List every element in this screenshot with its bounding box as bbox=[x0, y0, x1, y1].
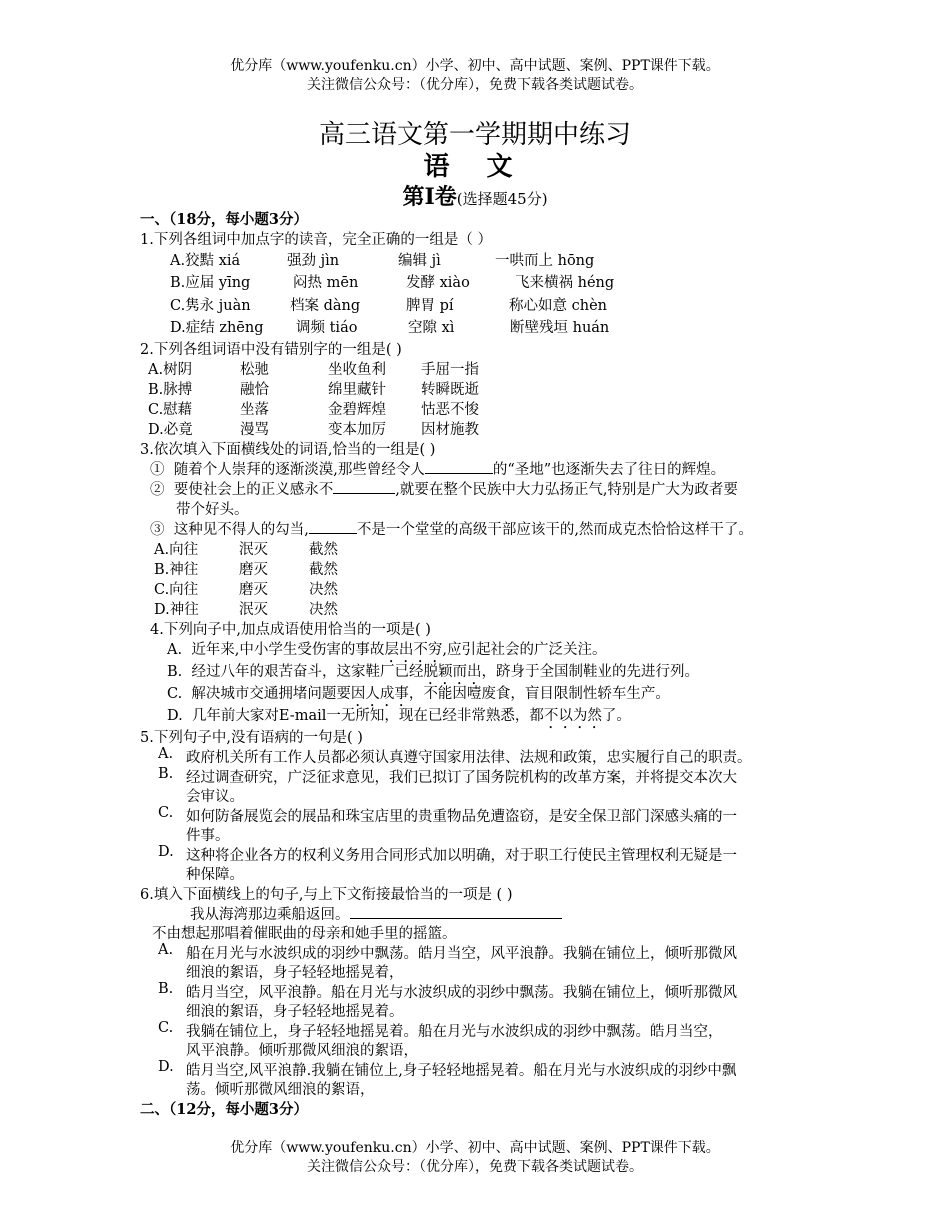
q1-b-1: B.应届 yīng bbox=[170, 275, 251, 291]
q3-a-3: 截然 bbox=[309, 542, 338, 558]
q1-d-4: 断壁残垣 huán bbox=[510, 320, 610, 336]
q2-a-3: 坐收鱼利 bbox=[328, 362, 386, 378]
q6-c-line2: 风平浪静。倾听那微风细浪的絮语， bbox=[186, 1043, 418, 1059]
q3-a-2: 泯灭 bbox=[239, 542, 268, 558]
volume-note: (选择题45分) bbox=[456, 190, 548, 208]
q6-a-label: A. bbox=[158, 942, 174, 958]
q5-stem: 5.下列句子中,没有语病的一句是( ) bbox=[140, 730, 363, 746]
q3-b-3: 截然 bbox=[309, 562, 338, 578]
q2-b-1: B.脉搏 bbox=[148, 382, 193, 398]
q5-a-label: A. bbox=[158, 746, 174, 762]
q2-b-4: 转瞬既逝 bbox=[421, 382, 479, 398]
q6-b-line2: 细浪的絮语，身子轻轻地摇晃着。 bbox=[186, 1004, 404, 1020]
q2-a-2: 松驰 bbox=[240, 362, 269, 378]
q1-b-4: 飞来横祸 héng bbox=[515, 275, 615, 291]
q5-b-line1: 经过调查研究，广泛征求意见，我们已拟订了国务院机构的改革方案，并将提交本次大 bbox=[186, 770, 737, 786]
q1-c-3: 脾胃 pí bbox=[406, 298, 454, 314]
q2-d-3: 变本加厉 bbox=[328, 422, 386, 438]
q3-d-1: D.神往 bbox=[154, 602, 199, 618]
q4-b-idiom: 脱颖而出 bbox=[423, 664, 482, 680]
q5-c-label: C. bbox=[158, 805, 174, 821]
q1-c-2: 档案 dàng bbox=[290, 298, 361, 314]
q5-d-line2: 种保障。 bbox=[186, 867, 244, 883]
q3-s3-text-b: 不是一个堂堂的高级干部应该干的,然而成克杰恰恰这样干了。 bbox=[356, 522, 753, 538]
q3-d-2: 泯灭 bbox=[239, 602, 268, 618]
q1-d-3: 空隙 xì bbox=[408, 320, 455, 336]
q6-blank bbox=[350, 904, 562, 919]
q5-d-line1: 这种将企业各方的权利义务用合同形式加以明确，对于职工行使民主管理权利无疑是一 bbox=[186, 848, 737, 864]
q6-b-line1: 皓月当空，风平浪静。船在月光与水波织成的羽纱中飘荡。我躺在铺位上，倾听那微风 bbox=[186, 985, 737, 1001]
exam-title: 高三语文第一学期期中练习 bbox=[318, 120, 631, 150]
q1-d-2: 调频 tiáo bbox=[296, 320, 358, 336]
section-two-heading: 二、（12分，每小题3分） bbox=[140, 1101, 309, 1118]
q4-c-idiom: 因人成事 bbox=[350, 686, 409, 702]
q6-d-line2: 荡。倾听那微风细浪的絮语， bbox=[186, 1082, 375, 1098]
q4-a-label: A. bbox=[167, 642, 183, 658]
q1-c-1: C.隽永 juàn bbox=[170, 298, 251, 314]
q3-s2-text-a: 要使社会上的正义感永不 bbox=[173, 482, 334, 498]
volume-label: 第Ⅰ卷 bbox=[402, 184, 457, 210]
q6-c-line1: 我躺在铺位上，身子轻轻地摇晃着。船在月光与水波织成的羽纱中飘荡。皓月当空， bbox=[186, 1024, 723, 1040]
q6-context-1 bbox=[190, 903, 562, 924]
q4-c-label: C. bbox=[167, 686, 183, 702]
q4-b-label: B. bbox=[167, 664, 183, 680]
q1-a-1: A.狡黠 xiá bbox=[170, 253, 241, 269]
q2-a-4: 手屈一指 bbox=[421, 362, 479, 378]
q3-s2-text-b: ,就要在整个民族中大力弘扬正气,特别是广大为政者要 bbox=[395, 482, 738, 498]
q3-s2-number: ② bbox=[150, 482, 165, 498]
q3-s3-text-a: 这种见不得人的勾当, bbox=[173, 522, 309, 538]
q3-sentence-2 bbox=[150, 478, 738, 499]
q4-d-idiom: 不以为然 bbox=[543, 708, 602, 724]
q1-d-1: D.症结 zhēng bbox=[170, 320, 264, 336]
q3-c-1: C.向往 bbox=[154, 582, 199, 598]
q2-c-4: 怙恶不悛 bbox=[421, 402, 479, 418]
q4-c-post: ，不能因噎废食，盲目限制性轿车生产。 bbox=[408, 686, 670, 702]
q3-stem: 3.依次填入下面横线处的词语,恰当的一组是( ) bbox=[140, 442, 436, 458]
header-line-1: 优分库（www.youfenku.cn）小学、初中、高中试题、案例、PPT课件下载。 bbox=[230, 58, 720, 74]
q3-s1-blank bbox=[425, 459, 493, 474]
q5-b-line2: 会审议。 bbox=[186, 789, 244, 805]
header-line-2: 关注微信公众号：（优分库），免费下载各类试题试卷。 bbox=[307, 77, 643, 93]
q4-b-post: ，跻身于全国制鞋业的先进行列。 bbox=[481, 664, 699, 680]
q3-s3-blank bbox=[309, 519, 357, 534]
q3-sentence-2-cont: 带个好头。 bbox=[176, 502, 249, 518]
q2-d-4: 因材施教 bbox=[421, 422, 479, 438]
q2-stem: 2.下列各组词语中没有错别字的一组是( ) bbox=[140, 342, 402, 358]
q2-b-3: 绵里藏针 bbox=[328, 382, 386, 398]
q3-s1-text-b: 的“圣地”也逐渐失去了往日的辉煌。 bbox=[492, 462, 726, 478]
q5-a-line1: 政府机关所有工作人员都必须认真遵守国家用法律、法规和政策，忠实履行自己的职责。 bbox=[186, 750, 752, 766]
q6-a-line2: 细浪的絮语，身子轻轻地摇晃着， bbox=[186, 965, 404, 981]
q4-c-pre: 解决城市交通拥堵问题要 bbox=[191, 686, 351, 702]
q1-stem: 1.下列各组词中加点字的读音，完全正确的一组是（ ） bbox=[140, 232, 492, 248]
q2-c-2: 坐落 bbox=[240, 402, 269, 418]
q1-a-2: 强劲 jìn bbox=[287, 253, 340, 269]
q6-context-2: 不由想起那唱着催眠曲的母亲和她手里的摇篮。 bbox=[152, 926, 457, 942]
q2-a-1: A.树阴 bbox=[148, 362, 193, 378]
q3-d-3: 决然 bbox=[309, 602, 338, 618]
volume-title bbox=[0, 180, 950, 211]
q6-c-label: C. bbox=[158, 1020, 174, 1036]
q2-c-1: C.慰藉 bbox=[148, 402, 193, 418]
q4-b-pre: 经过八年的艰苦奋斗，这家鞋厂已经 bbox=[191, 664, 424, 680]
q2-d-2: 漫骂 bbox=[240, 422, 269, 438]
q5-b-label: B. bbox=[158, 766, 174, 782]
q1-a-4: 一哄而上 hōng bbox=[495, 253, 595, 269]
q5-d-label: D. bbox=[158, 844, 174, 860]
q1-b-3: 发酵 xiào bbox=[406, 275, 470, 291]
q3-s2-blank bbox=[333, 479, 395, 494]
q4-d-pre: 几年前大家对E-mail一无所知，现在已经非常熟悉，都 bbox=[191, 708, 544, 724]
q4-a-pre: 近年来,中小学生受伤害的事故 bbox=[191, 642, 385, 658]
q6-context-1-text: 我从海湾那边乘船返回。 bbox=[190, 907, 350, 923]
q4-a-idiom: 层出不穷 bbox=[384, 642, 443, 658]
q3-a-1: A.向往 bbox=[154, 542, 199, 558]
q3-sentence-1 bbox=[150, 458, 725, 479]
section-one-heading: 一、（18分，每小题3分） bbox=[140, 211, 309, 228]
q6-a-line1: 船在月光与水波织成的羽纱中飘荡。皓月当空，风平浪静。我躺在铺位上，倾听那微风 bbox=[186, 946, 737, 962]
q2-d-1: D.必竟 bbox=[148, 422, 193, 438]
q5-c-line1: 如何防备展览会的展品和珠宝店里的贵重物品免遭盗窃，是安全保卫部门深感头痛的一 bbox=[186, 809, 737, 825]
q1-b-2: 闷热 mēn bbox=[293, 275, 359, 291]
q3-b-1: B.神往 bbox=[154, 562, 199, 578]
q1-c-4: 称心如意 chèn bbox=[509, 298, 607, 314]
q6-stem: 6.填入下面横线上的句子,与上下文衔接最恰当的一项是 ( ) bbox=[140, 887, 513, 903]
q6-d-line1: 皓月当空,风平浪静.我躺在铺位上,身子轻轻地摇晃着。船在月光与水波织成的羽纱中飘 bbox=[186, 1063, 737, 1079]
q4-d-label: D. bbox=[167, 708, 183, 724]
q3-s1-text-a: 随着个人崇拜的逐渐淡漠,那些曾经令人 bbox=[173, 462, 425, 478]
q4-a-post: ,应引起社会的广泛关注。 bbox=[442, 642, 607, 658]
q5-c-line2: 件事。 bbox=[186, 828, 230, 844]
q2-b-2: 融恰 bbox=[240, 382, 269, 398]
q2-c-3: 金碧辉煌 bbox=[328, 402, 386, 418]
q3-c-2: 磨灭 bbox=[239, 582, 268, 598]
q4-d-post: 了。 bbox=[601, 708, 631, 724]
footer-line-2: 关注微信公众号：（优分库），免费下载各类试题试卷。 bbox=[307, 1159, 643, 1175]
footer-line-1: 优分库（www.youfenku.cn）小学、初中、高中试题、案例、PPT课件下载。 bbox=[230, 1140, 720, 1156]
q3-b-2: 磨灭 bbox=[239, 562, 268, 578]
q6-b-label: B. bbox=[158, 981, 174, 997]
q1-a-3: 编辑 jì bbox=[398, 253, 441, 269]
q3-s3-number: ③ bbox=[150, 522, 165, 538]
q3-s1-number: ① bbox=[150, 462, 165, 478]
q4-stem: 4.下列向子中,加点成语使用恰当的一项是( ) bbox=[150, 622, 431, 638]
q3-sentence-3 bbox=[150, 518, 753, 539]
q3-c-3: 决然 bbox=[309, 582, 338, 598]
q6-d-label: D. bbox=[158, 1059, 174, 1075]
subject-title: 语 文 bbox=[423, 152, 527, 182]
